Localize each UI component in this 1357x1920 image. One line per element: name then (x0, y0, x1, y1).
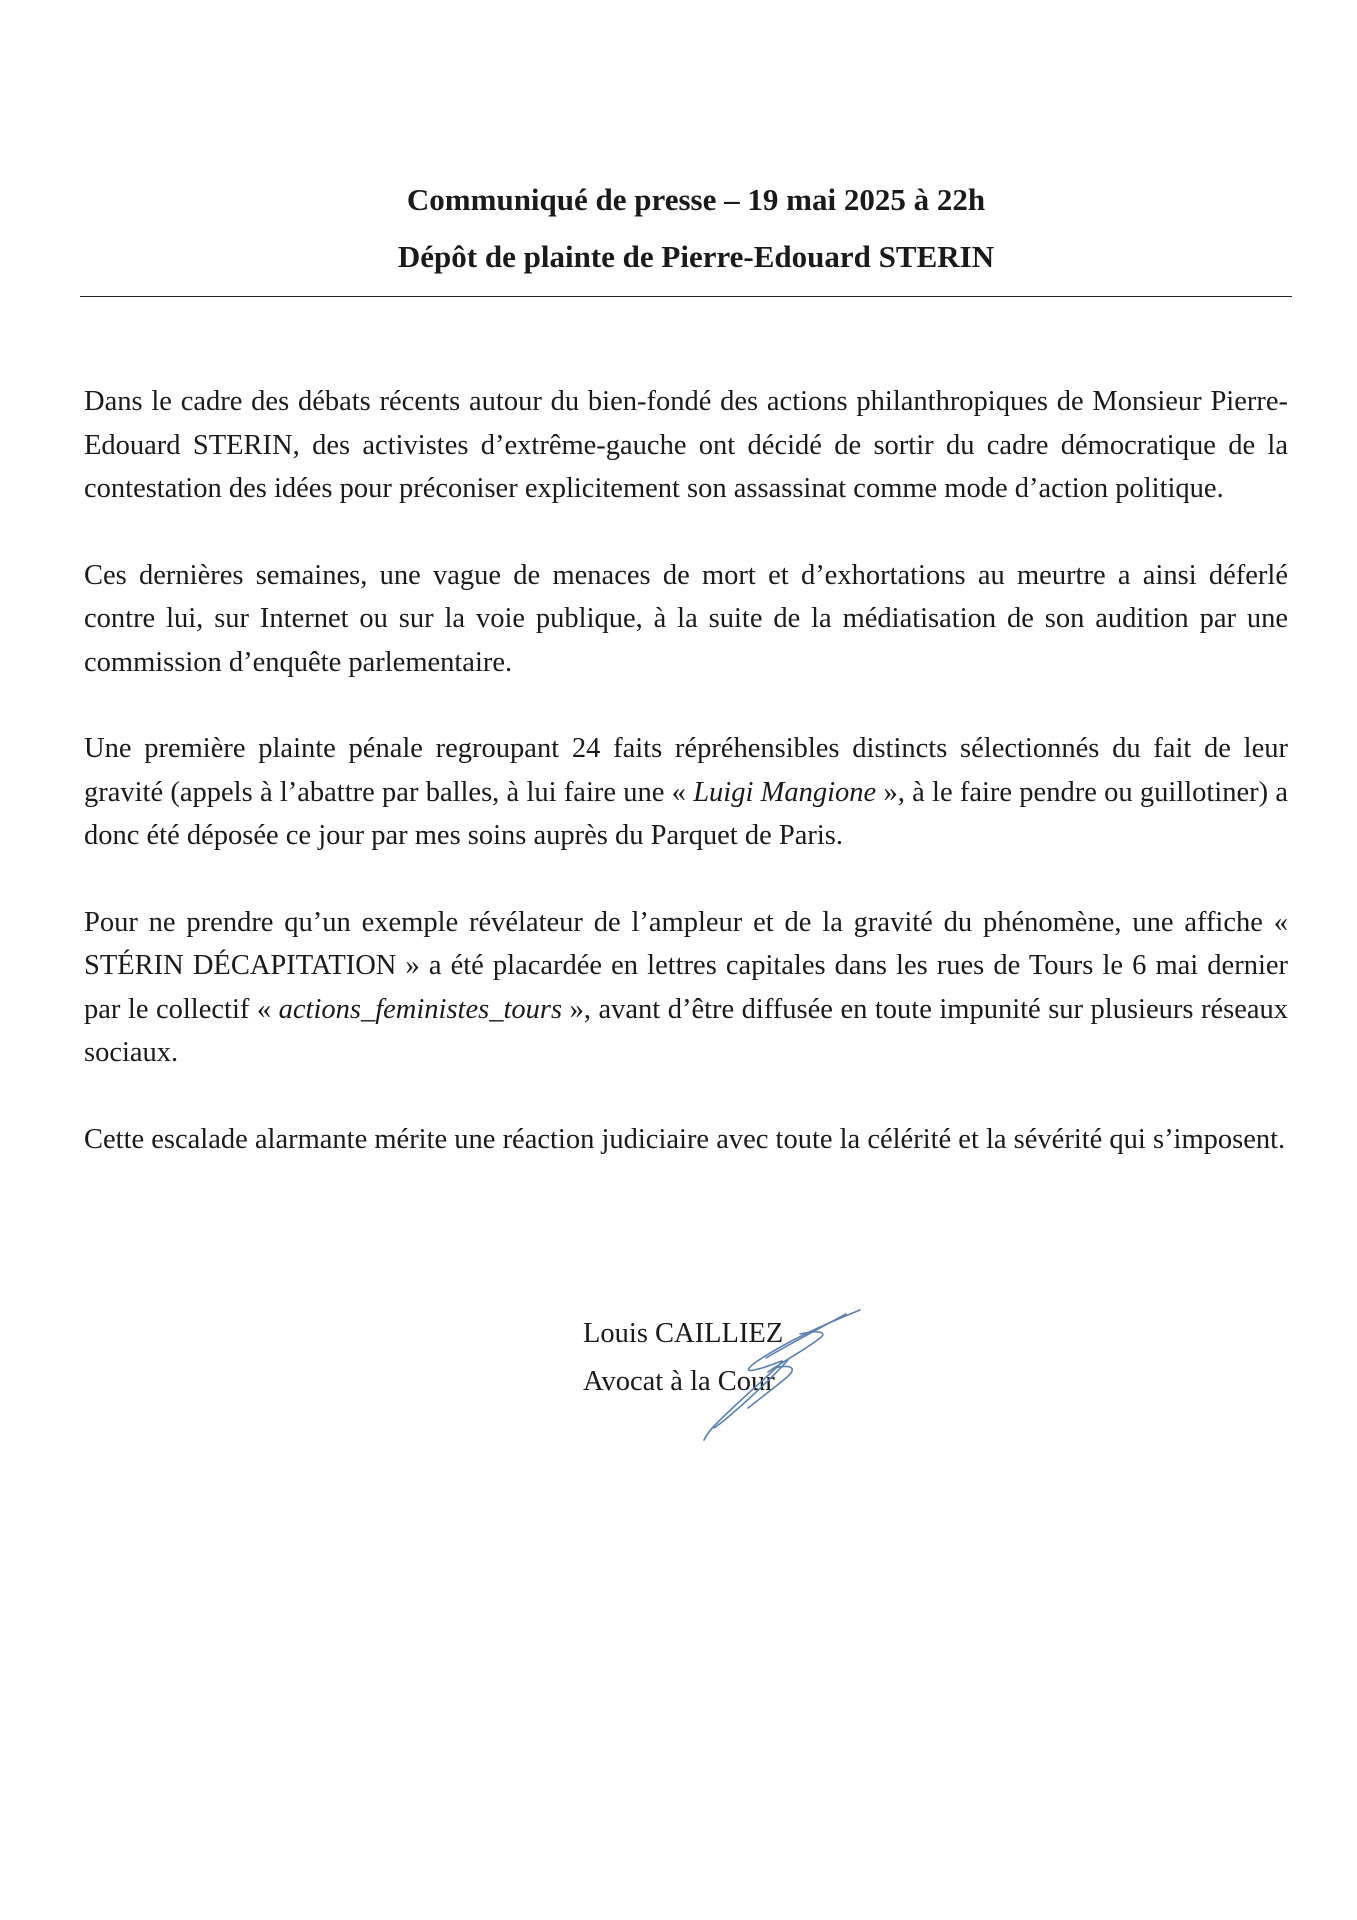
paragraph-3-italic-name: Luigi Mangione (693, 776, 877, 808)
paragraph-2: Ces dernières semaines, une vague de menaces de mort et d’exhortations au meurtre a ainsi déferlé contre lui, sur Internet ou sur la voie publique, à la suite de la médiatisation de son audition par une commission d’enquête parlementaire. (84, 559, 1288, 678)
paragraph-4 (84, 901, 1288, 1075)
header-divider (80, 296, 1292, 297)
paragraph-3 (84, 727, 1288, 858)
paragraph-4-italic-collective: actions_feministes_tours (278, 993, 563, 1025)
paragraph-4-text-start: Pour ne prendre qu’un exemple révélateur de l’ampleur et de la gravité du phénomène, une affiche « STÉRIN DÉCAPITATION » a été placardée en lettres capitales dans les rues de Tours le 6 mai dernier par le collectif « (84, 906, 1288, 1025)
paragraph-5: Cette escalade alarmante mérite une réaction judiciaire avec toute la célérité et la sévérité qui s’imposent. (84, 1123, 1286, 1155)
document-body (84, 380, 1288, 1204)
paragraph-3-text-end: », à le faire pendre ou guillotiner) a donc été déposée ce jour par mes soins auprès du Parquet de Paris. (84, 776, 1288, 851)
paragraph-1: Dans le cadre des débats récents autour du bien-fondé des actions philanthropiques de Monsieur Pierre-Edouard STERIN, des activistes d’extrême-gauche ont décidé de sortir du cadre démocratique de la contestation des idées pour préconiser explicitement son assassinat comme mode d’action politique. (84, 386, 1288, 504)
page-title: Communiqué de presse – 19 mai 2025 à 22h (406, 182, 986, 217)
signatory-role: Avocat à la Cour (583, 1366, 775, 1397)
handwritten-signature (670, 1300, 870, 1450)
paragraph-4-text-end: », avant d’être diffusée en toute impunité sur plusieurs réseaux sociaux. (84, 993, 1289, 1068)
page-subtitle: Dépôt de plainte de Pierre-Edouard STERIN (397, 239, 995, 274)
document-header (80, 180, 1292, 277)
paragraph-3-text-start: Une première plainte pénale regroupant 24 faits répréhensibles distincts sélectionnés du fait de leur gravité (appels à l’abattre par balles, à lui faire une « (84, 733, 1288, 808)
signatory-name: Louis CAILLIEZ (583, 1318, 784, 1349)
